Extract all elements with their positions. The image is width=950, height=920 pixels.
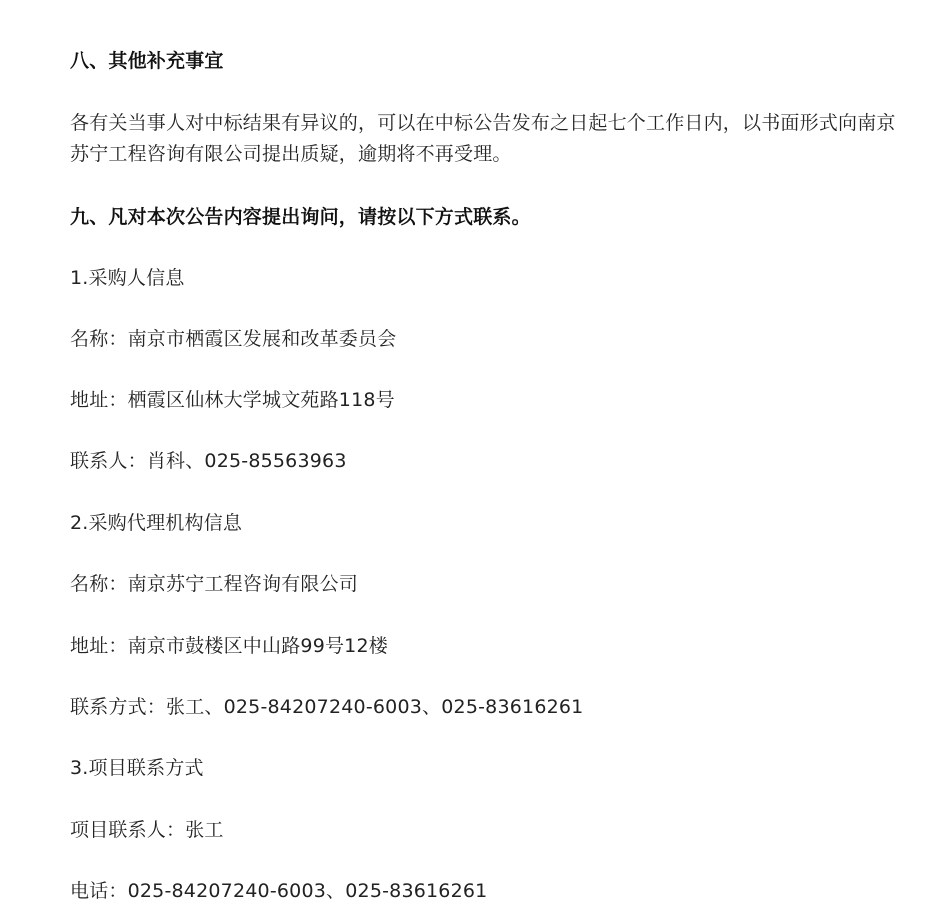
project-contact-person: 项目联系人：张工 xyxy=(70,819,224,841)
purchaser-contact: 联系人：肖科、025-85563963 xyxy=(70,450,347,472)
project-contact-title: 3.项目联系方式 xyxy=(70,757,204,779)
agency-name: 名称：南京苏宁工程咨询有限公司 xyxy=(70,573,359,595)
project-phone: 电话：025-84207240-6003、025-83616261 xyxy=(70,880,488,902)
section-8-heading: 八、其他补充事宜 xyxy=(70,50,224,72)
purchaser-info-title: 1.采购人信息 xyxy=(70,267,185,289)
section-9-heading: 九、凡对本次公告内容提出询问，请按以下方式联系。 xyxy=(70,206,531,228)
agency-address: 地址：南京市鼓楼区中山路99号12楼 xyxy=(70,635,388,657)
section-8-paragraph: 各有关当事人对中标结果有异议的，可以在中标公告发布之日起七个工作日内，以书面形式向南京苏宁工程咨询有限公司提出质疑，逾期将不再受理。 xyxy=(70,112,896,165)
purchaser-address: 地址：栖霞区仙林大学城文苑路118号 xyxy=(70,389,395,411)
agency-info-title: 2.采购代理机构信息 xyxy=(70,512,243,534)
purchaser-name: 名称：南京市栖霞区发展和改革委员会 xyxy=(70,328,397,350)
agency-contact: 联系方式：张工、025-84207240-6003、025-83616261 xyxy=(70,696,584,718)
